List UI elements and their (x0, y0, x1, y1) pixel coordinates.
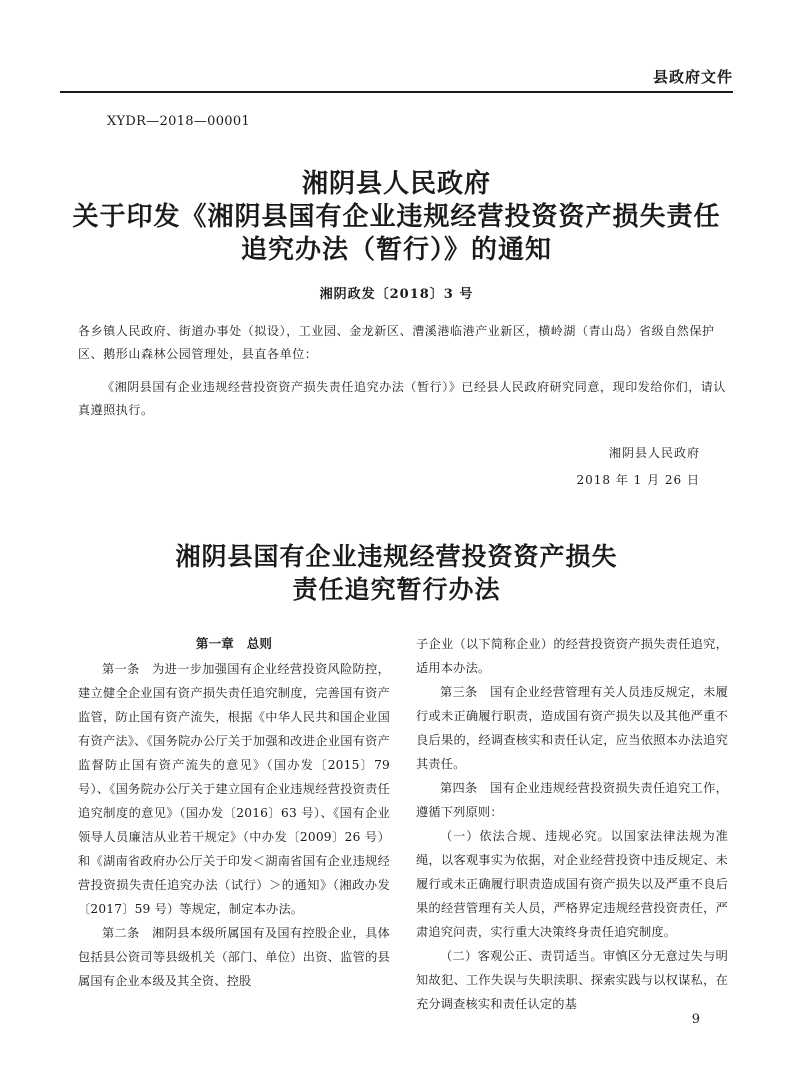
article-2-continued: 子企业（以下简称企业）的经营投资资产损失责任追究，适用本办法。 (416, 637, 728, 675)
header-rule (60, 91, 733, 93)
page-number: 9 (691, 1012, 700, 1027)
article-2: 第二条 湘阴县本级所属国有及国有控股企业，具体包括县公资司等县级机关（部门、单位）出资、监管的县属国有企业本级及其全资、控股 (78, 926, 390, 988)
doc-code: XYDR—2018—00001 (107, 114, 250, 129)
signature-org: 湘阴县人民政府 (608, 446, 700, 460)
left-column (78, 632, 390, 993)
article-3: 第三条 国有企业经营管理有关人员违反规定，未履行或未正确履行职责，造成国有资产损失以及其他严重不良后果的，经调查核实和责任认定，应当依照本办法追究其责任。 (416, 685, 728, 771)
chapter-heading: 第一章 总则 (195, 636, 273, 651)
measures-title-line-2: 责任追究暂行办法 (292, 575, 501, 604)
notice-body: 《湘阴县国有企业违规经营投资资产损失责任追究办法（暂行）》已经县人民政府研究同意，现印发给你们，请认真遵照执行。 (78, 380, 727, 417)
article-1: 第一条 为进一步加强国有企业经营投资风险防控，建立健全企业国有资产损失责任追究制度，完善国有资产监管，防止国有资产流失，根据《中华人民共和国企业国有资产法》、《国务院办公厅关于加强和改进企业国有资产监督防止国有资产流失的意见》（国办发〔2015〕79 号）、《国务院办公厅关于建立国有企业违规经营投资责任追究制度的意见》（国办发〔2016〕63 号）、《国有企业领导人员廉洁从业若干规定》（中办发〔2009〕26 号）和《湖南省政府办公厅关于印发＜湖南省国有企业违规经营投资损失责任追究办法（试行）＞的通知》（湘政办发〔2017〕59 号）等规定，制定本办法。 (78, 662, 390, 916)
measures-title-line-1: 湘阴县国有企业违规经营投资资产损失 (175, 542, 618, 571)
notice-title-line-1: 湘阴县人民政府 (301, 169, 491, 199)
article-4: 第四条 国有企业违规经营投资损失责任追究工作，遵循下列原则： (416, 781, 728, 819)
signature-date: 2018 年 1 月 26 日 (576, 473, 700, 487)
doc-number: 湘阴政发〔2018〕3 号 (319, 287, 474, 302)
header-title: 县政府文件 (652, 68, 733, 86)
measures-title (60, 540, 733, 606)
right-column (416, 632, 728, 1016)
principle-1: （一）依法合规、违规必究。以国家法律法规为准绳，以客观事实为依据，对企业经营投资中违反规定、未履行或未正确履行职责造成国有资产损失以及严重不良后果的经营管理有关人员，严格界定违规经营投资责任，严肃追究问责，实行重大决策终身责任追究制度。 (416, 829, 728, 939)
notice-title (60, 168, 733, 267)
notice-title-line-2: 关于印发《湘阴县国有企业违规经营投资资产损失责任 (72, 202, 721, 232)
notice-title-line-3: 追究办法（暂行）》的通知 (240, 235, 552, 265)
addressees: 各乡镇人民政府、街道办事处（拟设），工业园、金龙新区、漕溪港临港产业新区，横岭湖（青山岛）省级自然保护区、鹅形山森林公园管理处，县直各单位： (78, 324, 715, 361)
principle-2: （二）客观公正、责罚适当。审慎区分无意过失与明知故犯、工作失误与失职渎职、探索实践与以权谋私，在充分调查核实和责任认定的基 (416, 949, 728, 1011)
